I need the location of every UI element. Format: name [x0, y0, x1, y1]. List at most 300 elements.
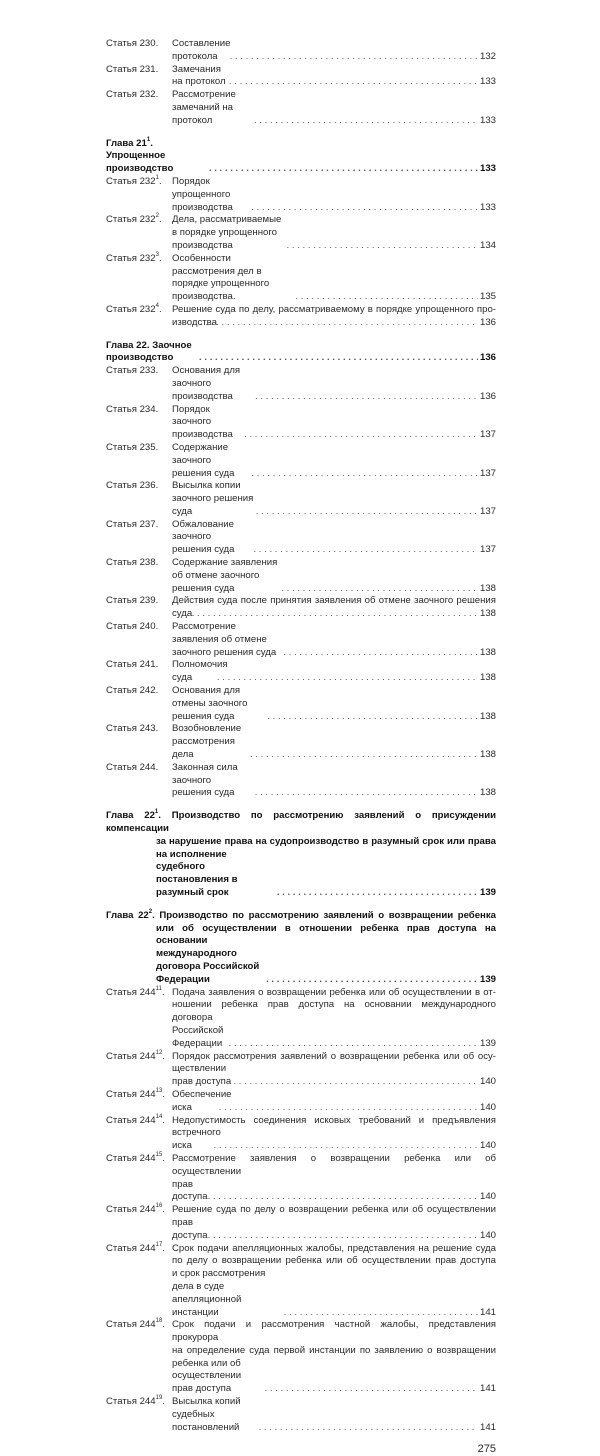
entry-title: прав доступа: [172, 1216, 208, 1241]
entry-page-number: 137: [479, 544, 496, 556]
article-body: [172, 304, 496, 330]
entry-title: Производство по рассмотрению заявлений о возвращении ребенка: [159, 909, 496, 921]
toc-article[interactable]: [106, 1089, 496, 1115]
article-label: [106, 762, 172, 775]
toc-article[interactable]: [106, 38, 496, 64]
entry-title-line: [172, 608, 496, 621]
entry-title-line: [172, 723, 496, 761]
entry-number-suffix: .: [155, 595, 159, 607]
entry-title-line: [172, 1396, 496, 1434]
article-body: [172, 685, 496, 723]
entry-title: Производство по рассмотрению заявлений о присуждении компенсации: [106, 810, 496, 835]
entry-title: Действия суда после принятия заявления об отмене заочного решения: [172, 595, 496, 607]
entry-number-suffix: .: [162, 1319, 165, 1331]
dot-leader: [186, 608, 478, 621]
entry-page-number: 141: [479, 1306, 496, 1318]
entry-superscript: 13: [155, 1087, 163, 1094]
article-body: [172, 519, 496, 557]
entry-title-line: [172, 214, 496, 252]
entry-title: Рассмотрение заявления об отмене заочного решения суда: [172, 621, 277, 658]
article-body: [172, 253, 496, 304]
entry-title: Порядок заочного производства: [172, 403, 233, 441]
dot-leader: [255, 391, 478, 404]
dot-leader: [277, 887, 478, 900]
entry-title: на определение суда первой инстанции по заявлению о возвращении: [172, 1344, 496, 1356]
dot-leader: [266, 974, 478, 987]
entry-page-number: 138: [479, 749, 496, 761]
entry-number: Статья 244: [106, 1396, 156, 1408]
article-label: [106, 1204, 172, 1217]
entry-number: Статья 232: [106, 252, 156, 264]
dot-leader: [208, 1230, 478, 1243]
toc-article[interactable]: [106, 1243, 496, 1320]
dot-leader: [219, 1102, 478, 1115]
article-label: [106, 1396, 172, 1409]
entry-number-suffix: .: [162, 1396, 165, 1408]
entry-number-suffix: .: [155, 403, 159, 415]
entry-number-suffix: .: [162, 1088, 165, 1100]
entry-page-number: 141: [479, 1421, 496, 1433]
dot-leader: [229, 1038, 478, 1051]
article-label: [106, 38, 172, 51]
entry-title: ребенка или об осуществлении прав доступа: [172, 1357, 242, 1395]
toc-article[interactable]: [106, 519, 496, 557]
entry-title-line: [172, 1127, 496, 1153]
entry-page-number: 133: [479, 163, 496, 175]
toc-article[interactable]: [106, 214, 496, 252]
article-body: [172, 1153, 496, 1204]
entry-title-line: [172, 1268, 496, 1319]
article-body: [172, 595, 496, 621]
entry-number-suffix: .: [158, 303, 162, 315]
entry-number: Глава 22: [106, 909, 149, 921]
article-body: [172, 38, 496, 64]
chapter-title-wrap: [106, 138, 207, 176]
entry-title: Решение суда по делу, рассматриваемому в порядке упрощенного про-: [172, 303, 496, 315]
entry-number: Статья 244: [106, 1114, 156, 1126]
entry-superscript: 2: [155, 213, 159, 220]
entry-title: Основания для заочного производства: [172, 365, 241, 402]
article-label: [106, 621, 172, 634]
entry-number: Статья 235: [106, 441, 156, 453]
dot-leader: [281, 583, 478, 596]
entry-title: Подача заявления о возвращении ребенка или об осуществлении в от-: [172, 986, 496, 998]
toc-article[interactable]: [106, 1204, 496, 1242]
entry-title: Порядок рассмотрения заявлений о возвращении ребенка или об осу-: [172, 1050, 496, 1062]
dot-leader: [250, 749, 478, 762]
entry-title-line: [106, 948, 496, 986]
dot-leader: [251, 468, 478, 481]
toc-article[interactable]: [106, 762, 496, 800]
chapter-title-wrap: [106, 810, 496, 834]
dot-leader: [284, 1307, 478, 1320]
article-body: [172, 1243, 496, 1320]
entry-title-line: [172, 999, 496, 1025]
entry-number-suffix: .: [155, 441, 159, 453]
entry-title: Заочное производство: [106, 339, 192, 364]
article-body: [172, 1115, 496, 1153]
entry-number: Глава 22: [106, 810, 155, 822]
entry-title: Рассмотрение заявления о возвращении ребенка или об осуществлении: [172, 1152, 496, 1177]
article-body: [172, 404, 496, 442]
entry-title-line: [172, 557, 496, 595]
toc-article[interactable]: [106, 1319, 496, 1396]
entry-page-number: 140: [479, 1076, 496, 1088]
entry-number: Статья 231: [106, 63, 156, 75]
article-label: [106, 1319, 172, 1332]
entry-title: Полномочия суда: [172, 659, 228, 684]
entry-page-number: 136: [479, 316, 496, 328]
toc-article[interactable]: [106, 365, 496, 403]
entry-title-line: [172, 38, 496, 64]
entry-title-line: [172, 1179, 496, 1205]
article-body: [172, 621, 496, 659]
entry-page-number: 138: [479, 582, 496, 594]
entry-superscript: 1: [154, 809, 159, 816]
article-label: [106, 1153, 172, 1166]
article-body: [172, 1051, 496, 1089]
entry-title: Срок подачи апелляционных жалобы, представления на решение суда: [172, 1242, 496, 1254]
entry-title-line: [106, 836, 496, 849]
toc-chapter[interactable]: [106, 138, 496, 176]
toc-article[interactable]: [106, 253, 496, 304]
entry-number: Статья 242: [106, 685, 156, 697]
dot-leader: [254, 115, 478, 128]
entry-title: Упрощенное производство: [106, 150, 174, 175]
dot-leader: [200, 317, 478, 330]
entry-superscript: 14: [155, 1113, 163, 1120]
entry-number: Статья 236: [106, 480, 156, 492]
toc-article[interactable]: [106, 685, 496, 723]
entry-number-suffix: .: [158, 214, 162, 226]
entry-title-line: [172, 1115, 496, 1128]
entry-title: Недопустимость соединения исковых требований и предъявления: [172, 1114, 496, 1126]
toc-article[interactable]: [106, 557, 496, 595]
entry-number-suffix: .: [155, 480, 159, 492]
entry-title-line: [172, 317, 496, 330]
entry-number-suffix: .: [155, 723, 159, 735]
entry-page-number: 137: [479, 505, 496, 517]
entry-number-suffix: .: [161, 986, 165, 998]
entry-title-line: [172, 1051, 496, 1064]
entry-title-line: [172, 595, 496, 608]
toc-article[interactable]: [106, 595, 496, 621]
toc-article[interactable]: [106, 621, 496, 659]
entry-title-line: [172, 1153, 496, 1179]
entry-title: Содержание заочного решения суда: [172, 441, 235, 479]
entry-superscript: 16: [155, 1203, 163, 1210]
entry-number: Статья 239: [106, 595, 156, 607]
entry-title-line: [172, 519, 496, 557]
entry-title: ношении ребенка прав доступа на основании международного договора: [172, 999, 496, 1024]
dot-leader: [229, 76, 478, 89]
entry-number-suffix: .: [162, 1204, 165, 1216]
entry-title-line: [172, 1217, 496, 1243]
toc-article[interactable]: [106, 1396, 496, 1434]
entry-title-line: [172, 480, 496, 518]
entry-title: Составление протокола: [172, 38, 231, 62]
entry-page-number: 140: [479, 1191, 496, 1203]
entry-page-number: 138: [479, 646, 496, 658]
entry-title-line: [172, 1345, 496, 1358]
article-body: [172, 1319, 496, 1396]
toc-article[interactable]: [106, 723, 496, 761]
article-body: [172, 557, 496, 595]
entry-title-line: [172, 1089, 496, 1115]
article-label: [106, 659, 172, 672]
toc-chapter[interactable]: [106, 910, 496, 987]
article-label: [106, 557, 172, 570]
article-label: [106, 1089, 172, 1102]
entry-title-line: [172, 685, 496, 723]
entry-number-suffix: .: [155, 38, 159, 49]
toc-article[interactable]: [106, 176, 496, 214]
dot-leader: [244, 429, 478, 442]
dot-leader: [217, 672, 478, 685]
entry-title: Российской Федерации: [172, 1024, 224, 1049]
entry-number-suffix: .: [162, 1050, 165, 1062]
toc-article[interactable]: [106, 987, 496, 1051]
dot-leader: [283, 647, 478, 660]
entry-title-line: [172, 1358, 496, 1396]
entry-number: Статья 244: [106, 1050, 156, 1062]
entry-number: Статья 232: [106, 89, 156, 101]
entry-superscript: 11: [155, 985, 162, 992]
entry-number: Статья 234: [106, 403, 156, 415]
entry-superscript: 3: [155, 251, 159, 258]
entry-title-line: [172, 442, 496, 480]
entry-page-number: 140: [479, 1140, 496, 1152]
entry-page-number: 132: [479, 50, 496, 62]
article-label: [106, 89, 172, 102]
entry-title: Высылка копии заочного решения суда: [172, 480, 254, 517]
entry-number-suffix: .: [155, 557, 159, 569]
article-label: [106, 404, 172, 417]
article-body: [172, 1396, 496, 1434]
entry-number: Статья 244: [106, 761, 156, 773]
entry-title-line: [172, 64, 496, 90]
entry-title-line: [172, 621, 496, 659]
entry-number-suffix: .: [155, 365, 159, 377]
article-label: [106, 1115, 172, 1128]
dot-leader: [287, 240, 478, 253]
entry-number: Статья 244: [106, 986, 156, 998]
chapter-title-wrap: [106, 340, 197, 366]
entry-number-suffix: .: [146, 339, 150, 351]
dot-leader: [256, 506, 478, 519]
entry-superscript: 18: [155, 1318, 163, 1325]
entry-page-number: 141: [479, 1383, 496, 1395]
entry-number: Статья 232: [106, 303, 156, 315]
entry-number: Статья 233: [106, 365, 156, 377]
dot-leader: [267, 711, 478, 724]
entry-page-number: 133: [479, 201, 496, 213]
entry-number: Статья 232: [106, 214, 156, 226]
article-label: [106, 1051, 172, 1064]
entry-title: Высылка копий судебных постановлений: [172, 1396, 241, 1433]
entry-superscript: 1: [155, 174, 159, 181]
article-body: [172, 442, 496, 480]
entry-number: Статья 244: [106, 1152, 156, 1164]
toc-chapter[interactable]: [106, 340, 496, 366]
article-label: [106, 987, 172, 1000]
entry-title-line: [172, 659, 496, 685]
entry-title: и срок рассмотрения дела в суде апелляционной инстанции: [172, 1268, 266, 1318]
entry-superscript: 2: [148, 908, 153, 915]
dot-leader: [199, 352, 478, 365]
toc-article[interactable]: [106, 404, 496, 442]
entry-title: на исполнение судебного постановления в разумный срок: [156, 848, 238, 898]
entry-superscript: 15: [155, 1151, 163, 1158]
entry-title-line: [172, 404, 496, 442]
entry-title: Решение суда по делу о возвращении ребенка или об осуществлении: [172, 1204, 496, 1216]
article-body: [172, 987, 496, 1051]
entry-title: Замечания на протокол: [172, 63, 226, 88]
entry-title: или об осуществлении в отношении ребенка прав доступа на основании: [156, 922, 496, 947]
entry-title-line: [106, 810, 496, 836]
entry-number-suffix: .: [155, 685, 159, 697]
entry-title-line: [106, 910, 496, 923]
entry-title-line: [172, 987, 496, 1000]
entry-page-number: 139: [479, 887, 496, 898]
entry-number: Статья 238: [106, 557, 156, 569]
article-label: [106, 365, 172, 378]
entry-page-number: 140: [479, 1101, 496, 1113]
entry-page-number: 138: [479, 787, 496, 799]
entry-title-line: [172, 304, 496, 317]
toc-article[interactable]: [106, 1153, 496, 1204]
article-body: [172, 723, 496, 761]
toc-article[interactable]: [106, 1051, 496, 1089]
article-label: [106, 595, 172, 608]
entry-page-number: 138: [479, 608, 496, 620]
entry-title-line: [172, 253, 496, 304]
article-label: [106, 253, 172, 266]
entry-page-number: 140: [479, 1229, 496, 1241]
page-number: 275: [477, 1443, 496, 1456]
entry-number: Статья 244: [106, 1204, 156, 1216]
toc-article[interactable]: [106, 89, 496, 127]
entry-number: Статья 240: [106, 621, 156, 633]
entry-title: по делу о возвращении ребенка или об осуществлении прав доступа: [172, 1255, 496, 1267]
entry-title: суда: [172, 608, 193, 620]
article-label: [106, 480, 172, 493]
entry-number-suffix: .: [155, 621, 159, 633]
article-label: [106, 176, 172, 189]
entry-number-suffix: .: [155, 89, 159, 101]
entry-title: Рассмотрение замечаний на протокол: [172, 89, 236, 126]
article-label: [106, 685, 172, 698]
entry-number-suffix: .: [152, 909, 155, 921]
entry-page-number: 135: [479, 291, 496, 303]
entry-number: Статья 237: [106, 518, 156, 530]
entry-title-line: [106, 340, 496, 366]
article-label: [106, 64, 172, 77]
entry-title: Обеспечение иска: [172, 1088, 232, 1113]
toc-article[interactable]: [106, 659, 496, 685]
entry-page-number: 139: [479, 973, 496, 985]
dot-leader: [251, 202, 478, 215]
table-of-contents: [106, 38, 496, 1434]
entry-number: Статья 230: [106, 38, 156, 49]
dot-leader: [230, 51, 478, 64]
toc-article[interactable]: [106, 304, 496, 330]
entry-page-number: 137: [479, 467, 496, 479]
entry-page-number: 138: [479, 710, 496, 722]
entry-title: Срок подачи и рассмотрения частной жалобы, представления прокурора: [172, 1319, 496, 1344]
entry-number: Статья 243: [106, 723, 156, 735]
dot-leader: [259, 1422, 478, 1435]
dot-leader: [214, 1140, 478, 1153]
dot-leader: [209, 163, 478, 176]
entry-page-number: 136: [479, 390, 496, 402]
article-label: [106, 723, 172, 736]
dot-leader: [265, 1383, 478, 1396]
entry-title: Законная сила заочного решения суда: [172, 761, 238, 799]
entry-page-number: 134: [479, 239, 496, 251]
dot-leader: [253, 544, 478, 557]
entry-number-suffix: .: [155, 518, 159, 530]
article-label: [106, 304, 172, 317]
entry-number-suffix: .: [155, 659, 159, 671]
entry-title-line: [172, 89, 496, 127]
dot-leader: [255, 787, 478, 800]
entry-number-suffix: .: [150, 137, 153, 149]
entry-title-line: [106, 138, 496, 176]
article-body: [172, 365, 496, 403]
entry-title-line: [172, 762, 496, 800]
entry-title: Содержание заявления об отмене заочного решения суда: [172, 557, 278, 594]
entry-number: Статья 241: [106, 659, 156, 671]
entry-title: Основания для отмены заочного решения суда: [172, 685, 248, 722]
entry-number-suffix: .: [162, 1152, 165, 1164]
entry-number-suffix: .: [158, 810, 161, 822]
entry-superscript: 12: [155, 1049, 163, 1056]
entry-number-suffix: .: [162, 1242, 165, 1254]
entry-title: Возобновление рассмотрения дела: [172, 723, 242, 761]
entry-title-line: [172, 1063, 496, 1089]
entry-page-number: 139: [479, 1037, 496, 1049]
entry-number-suffix: .: [155, 761, 159, 773]
entry-superscript: 17: [155, 1241, 163, 1248]
dot-leader: [295, 291, 478, 304]
entry-number: Глава 22: [106, 339, 147, 351]
entry-title-line: [172, 1204, 496, 1217]
article-label: [106, 214, 172, 227]
entry-superscript: 1: [146, 136, 151, 143]
entry-title-line: [172, 176, 496, 214]
toc-chapter[interactable]: [106, 810, 496, 900]
entry-title-line: [106, 923, 496, 949]
toc-article[interactable]: [106, 442, 496, 480]
entry-title-line: [172, 365, 496, 403]
toc-article[interactable]: [106, 480, 496, 518]
chapter-title-wrap: [106, 910, 496, 921]
entry-title-line: [106, 849, 496, 900]
article-body: [172, 1089, 496, 1115]
toc-article[interactable]: [106, 64, 496, 90]
entry-number-suffix: .: [158, 175, 162, 187]
dot-leader: [233, 1076, 478, 1089]
entry-title: Особенности рассмотрения дел в порядке упрощенного производства.: [172, 252, 270, 303]
article-label: [106, 442, 172, 455]
entry-title: Порядок упрощенного производства: [172, 175, 233, 213]
article-body: [172, 1204, 496, 1242]
toc-article[interactable]: [106, 1115, 496, 1153]
entry-title-line: [172, 1319, 496, 1345]
entry-title: за нарушение права на судопроизводство в разумный срок или права: [156, 835, 496, 847]
entry-number-suffix: .: [162, 1114, 165, 1126]
